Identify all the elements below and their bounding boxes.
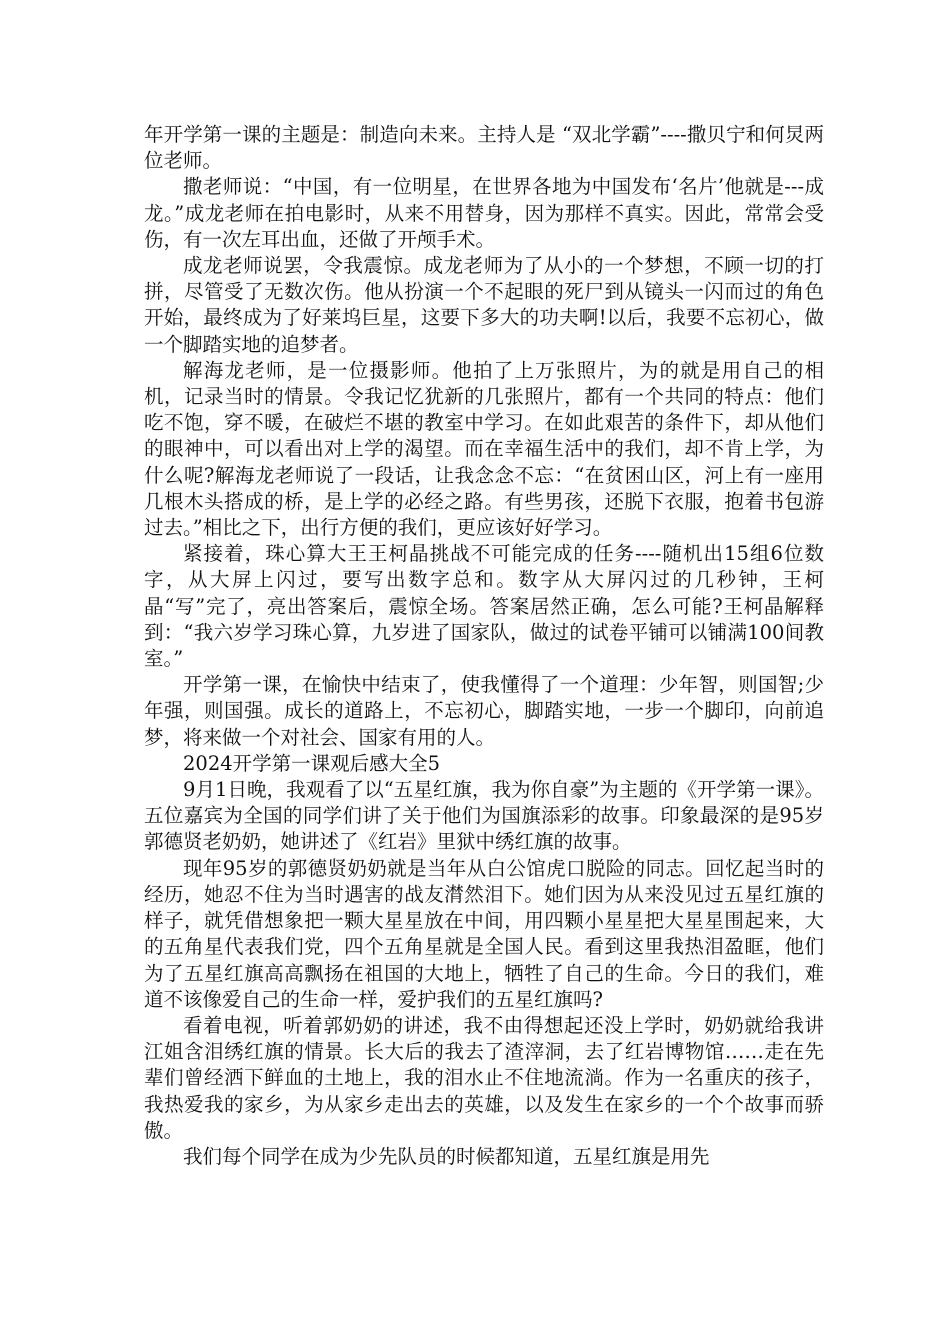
paragraph: 成龙老师说罢，令我震惊。成龙老师为了从小的一个梦想，不顾一切的打拼，尽管受了无数次伤。他从扮演一个不起眼的死尸到从镜头一闪而过的角色开始，最终成为了好莱坞巨星，这要下多大的功夫啊!以后，我要不忘初心，做一个脚踏实地的追梦者。	[144, 254, 824, 356]
paragraph: 我们每个同学在成为少先队员的时候都知道，五星红旗是用先	[183, 1144, 710, 1168]
section-heading: 2024开学第一课观后感大全5	[183, 751, 441, 775]
paragraph: 现年95岁的郭德贤奶奶就是当年从白公馆虎口脱险的同志。回忆起当时的经历，她忍不住为当时遇害的战友潸然泪下。她们因为从来没见过五星红旗的样子，就凭借想象把一颗大星星放在中间，用四颗小星星把大星星围起来，大的五角星代表我们党，四个五角星就是全国人民。看到这里我热泪盈眶，他们为了五星红旗高高飘扬在祖国的大地上，牺牲了自己的生命。今日的我们，难道不该像爱自己的生命一样，爱护我们的五星红旗吗?	[144, 856, 824, 1011]
paragraph: 撒老师说：“中国，有一位明星，在世界各地为中国发布‘名片’他就是---成龙。”成龙老师在拍电影时，从来不用替身，因为那样不真实。因此，常常会受伤，有一次左耳出血，还做了开颅手术。	[144, 175, 824, 251]
paragraph: 紧接着，珠心算大王王柯晶挑战不可能完成的任务----随机出15组6位数字，从大屏上闪过，要写出数字总和。数字从大屏闪过的几秒钟，王柯晶“写”完了，亮出答案后，震惊全场。答案居然正确，怎么可能?王柯晶解释到：“我六岁学习珠心算，九岁进了国家队，做过的试卷平铺可以铺满100间教室。”	[144, 542, 824, 671]
paragraph: 开学第一课，在愉快中结束了，使我懂得了一个道理：少年智，则国智;少年强，则国强。成长的道路上，不忘初心，脚踏实地，一步一个脚印，向前追梦，将来做一个对社会、国家有用的人。	[144, 673, 824, 749]
paragraph: 年开学第一课的主题是：制造向未来。主持人是 “双北学霸”----撒贝宁和何炅两位老师。	[144, 123, 824, 173]
paragraph: 9月1日晚，我观看了以“五星红旗，我为你自豪”为主题的《开学第一课》。五位嘉宾为全国的同学们讲了关于他们为国旗添彩的故事。印象最深的是95岁郭德贤老奶奶，她讲述了《红岩》里狱中绣红旗的故事。	[144, 778, 824, 854]
document-page	[144, 122, 824, 1170]
paragraph: 解海龙老师，是一位摄影师。他拍了上万张照片，为的就是用自己的相机，记录当时的情景。令我记忆犹新的几张照片，都有一个共同的特点：他们吃不饱，穿不暖，在破烂不堪的教室中学习。在如此艰苦的条件下，却从他们的眼神中，可以看出对上学的渴望。而在幸福生活中的我们，却不肯上学，为什么呢?解海龙老师说了一段话，让我念念不忘：“在贫困山区，河上有一座用几根木头搭成的桥，是上学的必经之路。有些男孩，还脱下衣服，抱着书包游过去。”相比之下，出行方便的我们，更应该好好学习。	[144, 358, 824, 540]
paragraph: 看着电视，听着郭奶奶的讲述，我不由得想起还没上学时，奶奶就给我讲江姐含泪绣红旗的情景。长大后的我去了渣滓洞，去了红岩博物馆……走在先辈们曾经洒下鲜血的土地上，我的泪水止不住地流淌。作为一名重庆的孩子，我热爱我的家乡，为从家乡走出去的英雄，以及发生在家乡的一个个故事而骄傲。	[144, 1013, 824, 1142]
